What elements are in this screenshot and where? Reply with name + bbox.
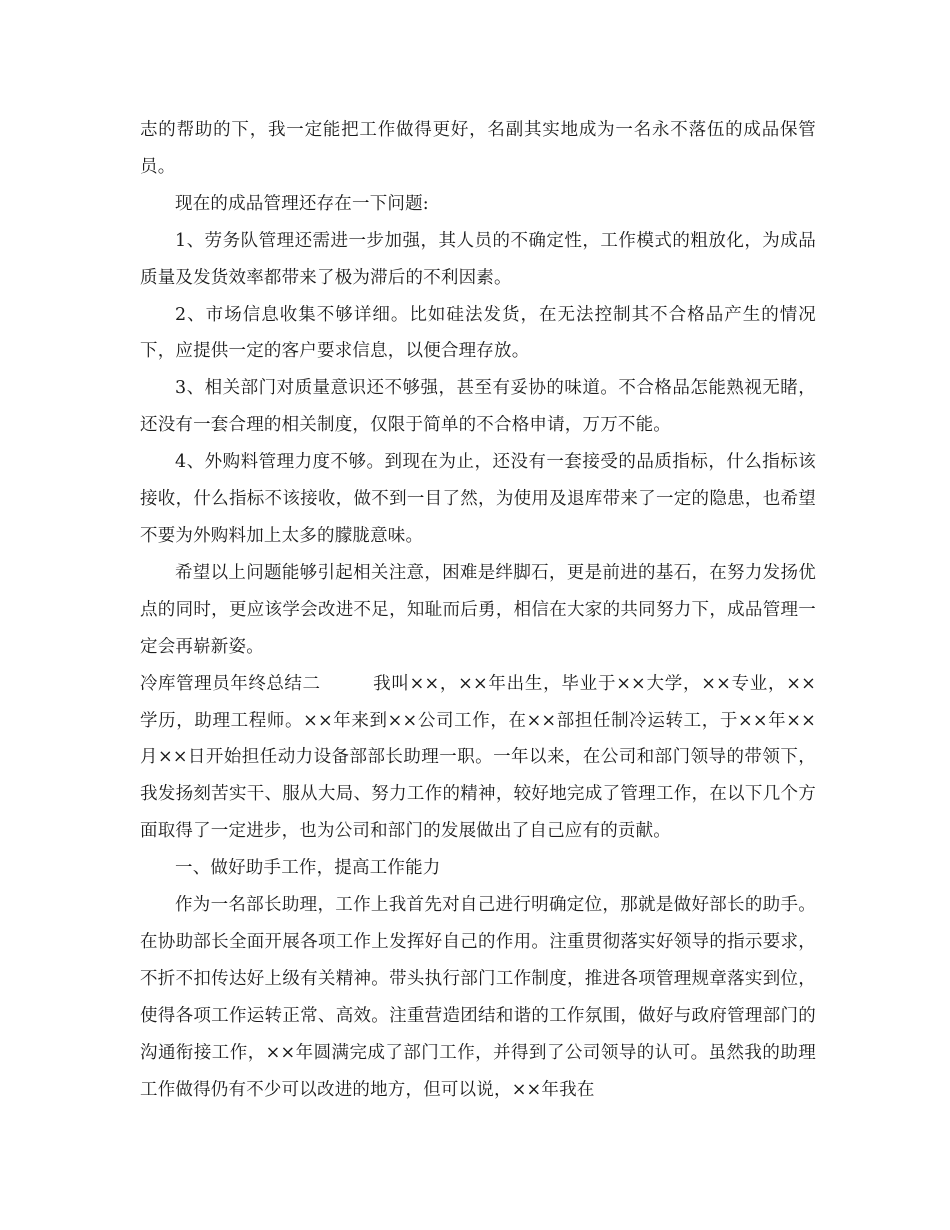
- subheading-assistant-work: 一、做好助手工作，提高工作能力: [175, 858, 441, 879]
- paragraph-problem-4: 4、外购料管理力度不够。到现在为止，还没有一套接受的品质指标，什么指标该接收，什么指标不该接收，做不到一目了然，为使用及退库带来了一定的隐患，也希望不要为外购料加上太多的朦胧意味。: [140, 452, 816, 546]
- section-2-heading: 冷库管理员年终总结二: [140, 673, 321, 694]
- document-page: [140, 112, 816, 1108]
- paragraph-1: 志的帮助的下，我一定能把工作做得更好，名副其实地成为一名永不落伍的成品保管员。: [140, 120, 816, 177]
- section-2-paragraph: [140, 666, 816, 851]
- paragraph-hope: 希望以上问题能够引起相关注意，困难是绊脚石，更是前进的基石，在努力发扬优点的同时，更应该学会改进不足，知耻而后勇，相信在大家的共同努力下，成品管理一定会再崭新姿。: [140, 562, 816, 657]
- paragraph-assistant-work: 作为一名部长助理，工作上我首先对自己进行明确定位，那就是做好部长的助手。在协助部长全面开展各项工作上发挥好自己的作用。注重贯彻落实好领导的指示要求，不折不扣传达好上级有关精神。带头执行部门工作制度，推进各项管理规章落实到位，使得各项工作运转正常、高效。注重营造团结和谐的工作氛围，做好与政府管理部门的沟通衔接工作，××年圆满完成了部门工作，并得到了公司领导的认可。虽然我的助理工作做得仍有不少可以改进的地方，但可以说，××年我在: [140, 895, 816, 1100]
- paragraph-problems-intro: 现在的成品管理还存在一下问题:: [175, 193, 429, 214]
- paragraph-problem-1: 1、劳务队管理还需进一步加强，其人员的不确定性，工作模式的粗放化，为成品质量及发货效率都带来了极为滞后的不利因素。: [140, 230, 816, 288]
- section-2-body: 我叫××，××年出生，毕业于××大学，××专业，××学历，助理工程师。××年来到××公司工作，在××部担任制冷运转工，于××年××月××日开始担任动力设备部部长助理一职。一年以来，在公司和部门领导的带领下，我发扬刻苦实干、服从大局、努力工作的精神，较好地完成了管理工作，在以下几个方面取得了一定进步，也为公司和部门的发展做出了自己应有的贡献。: [140, 673, 816, 842]
- paragraph-problem-3: 3、相关部门对质量意识还不够强，甚至有妥协的味道。不合格品怎能熟视无睹，还没有一套合理的相关制度，仅限于简单的不合格申请，万万不能。: [140, 378, 816, 436]
- paragraph-problem-2: 2、市场信息收集不够详细。比如硅法发货，在无法控制其不合格品产生的情况下，应提供一定的客户要求信息，以便合理存放。: [140, 304, 816, 362]
